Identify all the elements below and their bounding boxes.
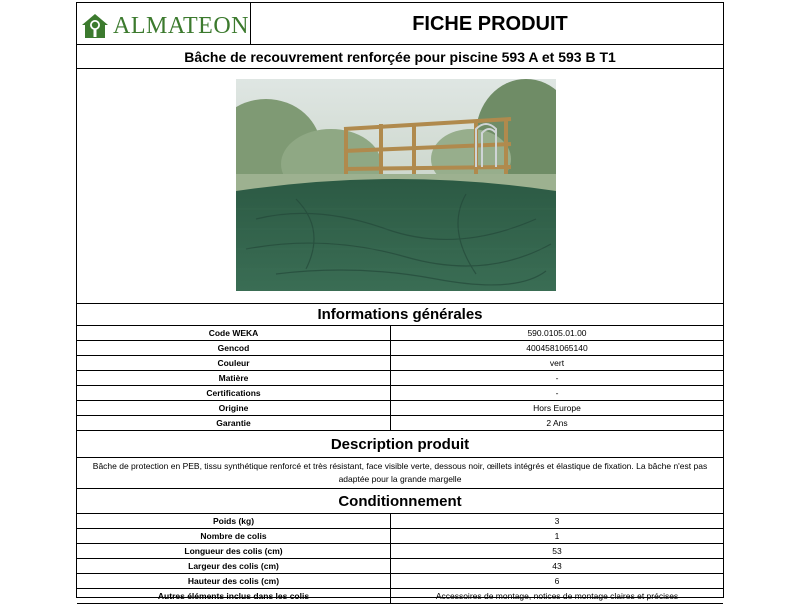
general-value: vert: [549, 358, 565, 368]
page-title: FICHE PRODUIT: [412, 12, 568, 35]
sheet-header: [77, 3, 723, 45]
packaging-row: [77, 559, 723, 574]
general-value: Hors Europe: [533, 403, 581, 413]
packaging-row: [77, 589, 723, 604]
packaging-row: [77, 514, 723, 529]
general-value: 590.0105.01.00: [527, 328, 587, 338]
general-value: -: [555, 388, 559, 398]
general-label: Matière: [77, 371, 391, 385]
general-row: [77, 401, 723, 416]
header-divider: [250, 3, 251, 45]
photo-area: [77, 69, 723, 304]
packaging-value: Accessoires de montage, notices de montage claires et précises: [435, 591, 679, 601]
pool-cover-photo: [236, 79, 556, 291]
packaging-value: 53: [552, 546, 562, 556]
brand-name: ALMATEON: [113, 12, 249, 39]
general-value: 4004581065140: [526, 343, 588, 353]
packaging-label: Poids (kg): [77, 514, 391, 528]
packaging-label: Largeur des colis (cm): [77, 559, 391, 573]
description-text: Bâche de protection en PEB, tissu synthétique renforcé et très résistant, face visible verte, dessous noir, œillets intégrés et élastique de fixation. La bâche n'est pas adaptée pour la grande margelle: [77, 458, 723, 489]
packaging-row: [77, 544, 723, 559]
general-row: [77, 356, 723, 371]
general-info-title: Informations générales: [77, 304, 723, 326]
packaging-value: 1: [554, 531, 560, 541]
general-row: [77, 416, 723, 431]
packaging-label: Autres éléments inclus dans les colis: [77, 589, 391, 603]
general-label: Origine: [77, 401, 391, 415]
general-label: Code WEKA: [77, 326, 391, 340]
general-label: Garantie: [77, 416, 391, 430]
general-value: 2 Ans: [546, 418, 568, 428]
packaging-label: Nombre de colis: [77, 529, 391, 543]
packaging-row: [77, 574, 723, 589]
packaging-value: 3: [554, 516, 560, 526]
house-tree-logo-icon: [81, 13, 109, 39]
description-title: Description produit: [77, 431, 723, 458]
packaging-label: Longueur des colis (cm): [77, 544, 391, 558]
product-sheet: [76, 2, 724, 601]
brand-logo: [81, 13, 251, 39]
product-name: Bâche de recouvrement renforçée pour piscine 593 A et 593 B T1: [77, 45, 723, 69]
packaging-label: Hauteur des colis (cm): [77, 574, 391, 588]
general-row: [77, 326, 723, 341]
general-label: Couleur: [77, 356, 391, 370]
general-row: [77, 386, 723, 401]
general-row: [77, 371, 723, 386]
general-label: Gencod: [77, 341, 391, 355]
packaging-value: 6: [554, 576, 560, 586]
general-label: Certifications: [77, 386, 391, 400]
packaging-value: 43: [552, 561, 562, 571]
general-row: [77, 341, 723, 356]
packaging-row: [77, 529, 723, 544]
general-value: -: [555, 373, 559, 383]
packaging-title: Conditionnement: [77, 489, 723, 514]
